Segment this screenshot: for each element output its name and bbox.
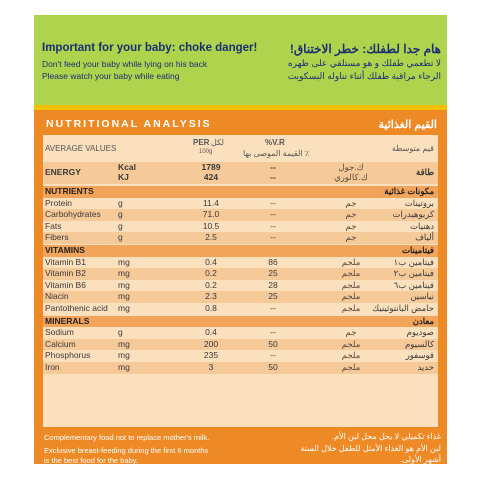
nutrient-value: 0.2 <box>205 268 217 279</box>
nutrient-rdi: -- <box>270 220 276 231</box>
nutrient-value: 0.4 <box>205 256 217 267</box>
nutrient-value: 0.2 <box>205 279 217 290</box>
energy-rdi: -- <box>270 162 276 172</box>
energy-row <box>43 162 438 184</box>
section-title-ar: معادن <box>412 315 434 326</box>
col-average-ar: قيم متوسطة <box>391 144 434 153</box>
col-per-ar: لكل <box>211 138 224 147</box>
table-row <box>43 198 438 210</box>
nutrient-unit-ar: ملجم <box>341 350 361 361</box>
table-row <box>43 327 438 339</box>
nutrient-unit-ar: جم <box>345 327 357 338</box>
nutrient-name: Pantothenic acid <box>45 303 108 313</box>
energy-unit: KJ <box>118 172 129 182</box>
section-header <box>43 245 438 257</box>
nutrient-name-ar: كربوهيدرات <box>392 209 434 220</box>
section-header <box>43 186 438 198</box>
col-rdi-ar: ٪ القيمة الموصى بها <box>243 149 310 158</box>
nutrient-value: 3 <box>208 362 214 372</box>
nutrient-rdi: -- <box>270 350 276 361</box>
section-title-en: MINERALS <box>45 315 90 326</box>
nutrient-rdi: 50 <box>268 362 278 372</box>
nutrient-name-ar: بروتينات <box>404 197 434 208</box>
nutrient-value: 10.5 <box>202 220 220 231</box>
nutrient-unit: g <box>118 220 123 231</box>
nutrient-name: Iron <box>45 362 60 372</box>
warning-line-ar: الرجاء مراقبة طفلك أثناء تناوله البسكويت <box>287 71 441 81</box>
nutrient-name: Vitamin B2 <box>45 268 86 279</box>
footer-line-en: Complementary food not to replace mother's milk. <box>44 433 210 442</box>
nutrient-unit: mg <box>118 362 130 372</box>
energy-value: 1789 <box>201 162 221 172</box>
table-row <box>43 268 438 280</box>
nutrient-name: Phosphorus <box>45 350 91 361</box>
nutrient-name: Sodium <box>45 327 74 338</box>
footer-note <box>34 427 447 464</box>
heading-en: NUTRITIONAL ANALYSIS <box>46 118 212 130</box>
nutrient-unit: mg <box>118 350 130 361</box>
nutrient-unit: mg <box>118 268 130 279</box>
product-label-panel <box>34 15 447 464</box>
nutrient-unit-ar: ملجم <box>341 291 361 302</box>
footer-line-ar: أشهر الأولى. <box>399 455 441 464</box>
nutrient-value: 11.4 <box>203 197 219 208</box>
energy-label: ENERGY <box>45 167 81 177</box>
nutrient-name: Vitamin B1 <box>45 256 86 267</box>
energy-unit-ar: ك.جول <box>338 162 364 172</box>
nutrient-value: 2.3 <box>205 291 217 302</box>
nutrient-name-ar: فيتامين ب١ <box>393 256 434 267</box>
col-per-sub: 100g <box>199 149 213 155</box>
nutrient-unit: mg <box>118 256 130 267</box>
footer-line-en: Exclusive breast-feeding during the first 6 months <box>44 446 209 455</box>
footer-line-en: is the best food for the baby. <box>44 456 139 464</box>
nutrient-unit: g <box>118 232 123 243</box>
warning-title-ar: هام جدا لطفلك: خطر الاختناق! <box>289 42 441 56</box>
nutrient-rdi: -- <box>270 327 276 338</box>
section-header <box>43 316 438 328</box>
section-title-en: VITAMINS <box>45 245 85 255</box>
nutrient-unit-ar: جم <box>345 197 357 208</box>
energy-label-ar: طاقة <box>416 167 434 177</box>
choke-warning-box <box>34 15 447 110</box>
nutrient-unit: g <box>118 327 123 338</box>
nutrient-name-ar: حديد <box>417 362 434 372</box>
nutrient-name: Niacin <box>45 291 69 302</box>
nutrient-value: 0.8 <box>205 303 217 313</box>
nutrient-rdi: -- <box>270 303 276 313</box>
warning-line-en: Please watch your baby while eating <box>42 71 180 81</box>
table-row <box>43 232 438 244</box>
col-per-en: PER <box>193 138 210 147</box>
nutrient-rdi: -- <box>270 209 276 220</box>
energy-unit: Kcal <box>118 162 136 172</box>
nutrient-unit-ar: ملجم <box>341 303 361 313</box>
nutrient-name-ar: صوديوم <box>406 327 434 338</box>
footer-line-ar: لبن الأم هو الغذاء الأمثل للطفل خلال الستة <box>300 444 441 453</box>
nutrient-value: 0.4 <box>205 327 217 338</box>
nutrient-name-ar: فوسفور <box>405 350 434 361</box>
nutrient-rdi: 25 <box>268 268 278 279</box>
heading-ar: القيم الغذائية <box>378 118 437 131</box>
nutrition-table <box>43 135 438 427</box>
table-row <box>43 257 438 269</box>
table-row <box>43 339 438 351</box>
nutrient-unit-ar: ملجم <box>341 279 361 290</box>
nutrient-name-ar: دهنيات <box>410 220 434 231</box>
warning-title-en: Important for your baby: choke danger! <box>42 42 258 54</box>
energy-value: 424 <box>203 172 219 182</box>
nutrient-rdi: -- <box>270 232 276 243</box>
nutrient-name-ar: فيتامين ب٦ <box>393 279 434 290</box>
nutrient-unit: mg <box>118 291 130 302</box>
nutrient-name: Carbohydrates <box>45 209 101 220</box>
warning-line-en: Don't feed your baby while lying on his back <box>42 59 208 69</box>
nutrition-heading <box>34 115 447 133</box>
table-row <box>43 280 438 292</box>
table-row <box>43 209 438 221</box>
nutrient-unit-ar: جم <box>345 209 357 220</box>
nutrient-unit-ar: ملجم <box>341 268 361 279</box>
nutrient-unit: mg <box>118 338 130 349</box>
nutrient-rdi: 28 <box>268 279 278 290</box>
nutrient-rdi: 86 <box>268 256 278 267</box>
nutrient-unit-ar: ملجم <box>341 362 361 372</box>
nutrient-unit: mg <box>118 279 130 290</box>
nutrient-unit: g <box>118 197 123 208</box>
nutrient-rdi: 25 <box>268 291 278 302</box>
nutrient-name-ar: فيتامين ب٢ <box>393 268 434 279</box>
nutrient-name: Fats <box>45 220 62 231</box>
energy-rdi: -- <box>270 172 276 182</box>
col-average-en: AVERAGE VALUES <box>45 144 117 153</box>
nutrient-unit-ar: ملجم <box>341 256 361 267</box>
nutrient-value: 200 <box>203 338 219 349</box>
nutrient-unit: g <box>118 209 123 220</box>
table-header <box>43 135 438 162</box>
nutrient-name-ar: ألياف <box>415 232 434 243</box>
nutrient-name: Fibers <box>45 232 69 243</box>
nutrient-unit-ar: ملجم <box>341 338 361 349</box>
nutrient-value: 235 <box>203 350 219 361</box>
table-row <box>43 362 438 374</box>
col-rdi-en: %V.R <box>265 138 285 147</box>
nutrient-unit-ar: جم <box>345 220 357 231</box>
nutrient-name: Vitamin B6 <box>45 279 86 290</box>
nutrient-rdi: -- <box>270 197 276 208</box>
nutrient-name-ar: حامض البانتوثينيك <box>372 303 434 313</box>
footer-line-ar: غذاء تكميلي لا يحل محل لبن الأم. <box>331 432 441 441</box>
nutrient-name-ar: نياسين <box>410 291 434 302</box>
section-title-ar: فيتامينات <box>401 245 434 255</box>
nutrient-value: 71.0 <box>202 209 220 220</box>
warning-line-ar: لا تطعمي طفلك و هو مستلقي على ظهره <box>287 58 441 68</box>
nutrient-name-ar: كالسيوم <box>404 338 434 349</box>
table-row <box>43 291 438 303</box>
nutrient-name: Protein <box>45 197 72 208</box>
nutrient-name: Calcium <box>45 338 76 349</box>
nutrient-unit: mg <box>118 303 130 313</box>
table-row <box>43 350 438 362</box>
table-row <box>43 221 438 233</box>
table-row <box>43 303 438 315</box>
nutrient-unit-ar: جم <box>345 232 357 243</box>
section-title-ar: مكونات غذائية <box>384 186 434 196</box>
energy-unit-ar: ك.كالوري <box>334 172 368 182</box>
nutrient-rdi: 50 <box>268 338 278 349</box>
nutrient-value: 2.5 <box>205 232 217 243</box>
section-title-en: NUTRIENTS <box>45 186 94 196</box>
